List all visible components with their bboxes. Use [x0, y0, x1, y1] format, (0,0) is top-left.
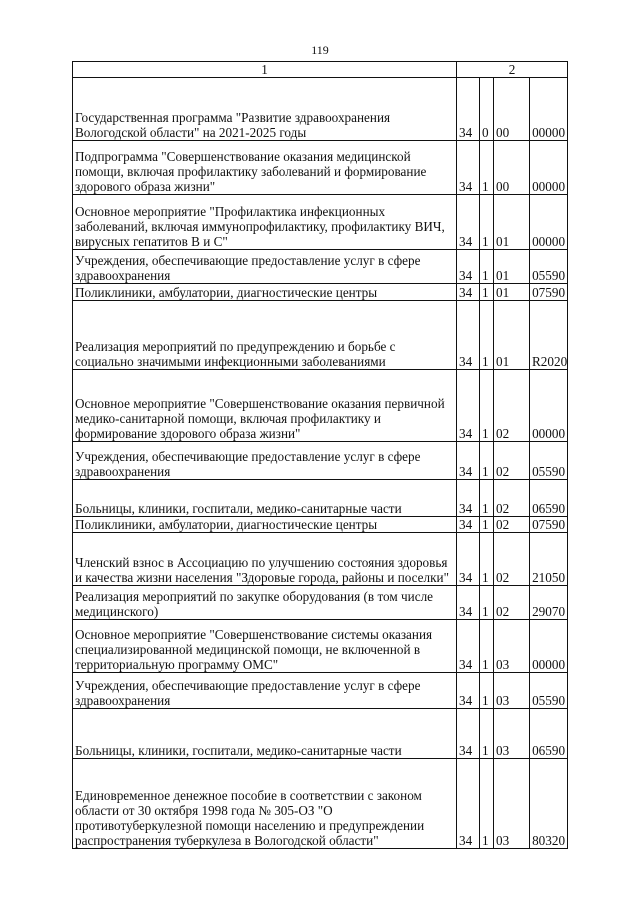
code-program-cell: 34: [457, 620, 480, 673]
row-name-cell: Государственная программа "Развитие здравоохранения Вологодской области" на 2021-2025 годы: [73, 78, 457, 141]
row-name-cell: Больницы, клиники, госпитали, медико-санитарные части: [73, 709, 457, 759]
code-program-cell: 34: [457, 370, 480, 442]
code-activity-cell: 00: [494, 141, 530, 195]
code-program-cell: 34: [457, 141, 480, 195]
code-direction-cell: 00000: [530, 78, 568, 141]
code-subprogram-cell: 1: [480, 195, 494, 250]
code-program-cell: 34: [457, 586, 480, 620]
code-subprogram-cell: 0: [480, 78, 494, 141]
code-subprogram-cell: 1: [480, 301, 494, 370]
header-col-1: 1: [73, 62, 457, 78]
code-subprogram-cell: 1: [480, 709, 494, 759]
code-direction-cell: 05590: [530, 442, 568, 480]
code-program-cell: 34: [457, 759, 480, 849]
table-row: [73, 620, 568, 673]
code-activity-cell: 02: [494, 533, 530, 586]
code-direction-cell: 06590: [530, 480, 568, 517]
row-name-cell: Основное мероприятие "Совершенствование системы оказания специализированной медицинской помощи, не включенной в территориальную программу ОМС": [73, 620, 457, 673]
code-program-cell: 34: [457, 301, 480, 370]
code-subprogram-cell: 1: [480, 517, 494, 533]
code-direction-cell: 05590: [530, 250, 568, 284]
table-row: [73, 533, 568, 586]
code-activity-cell: 02: [494, 370, 530, 442]
row-name-cell: Членский взнос в Ассоциацию по улучшению состояния здоровья и качества жизни населения "Здоровые города, районы и поселки": [73, 533, 457, 586]
table-row: [73, 301, 568, 370]
table-row: [73, 141, 568, 195]
code-direction-cell: 29070: [530, 586, 568, 620]
code-subprogram-cell: 1: [480, 620, 494, 673]
code-activity-cell: 01: [494, 301, 530, 370]
code-activity-cell: 03: [494, 759, 530, 849]
page-number: 119: [311, 43, 329, 57]
code-direction-cell: 00000: [530, 141, 568, 195]
row-name-cell: Реализация мероприятий по закупке оборудования (в том числе медицинского): [73, 586, 457, 620]
row-name-cell: Учреждения, обеспечивающие предоставление услуг в сфере здравоохранения: [73, 442, 457, 480]
code-subprogram-cell: 1: [480, 141, 494, 195]
code-activity-cell: 01: [494, 250, 530, 284]
code-program-cell: 34: [457, 673, 480, 709]
code-program-cell: 34: [457, 442, 480, 480]
code-activity-cell: 02: [494, 586, 530, 620]
table-row: [73, 586, 568, 620]
header-col-2: 2: [457, 62, 568, 78]
table-row: [73, 673, 568, 709]
code-activity-cell: 03: [494, 673, 530, 709]
row-name-cell: Основное мероприятие "Профилактика инфекционных заболеваний, включая иммунопрофилактику, профилактику ВИЧ, вирусных гепатитов В и С": [73, 195, 457, 250]
code-program-cell: 34: [457, 250, 480, 284]
code-activity-cell: 03: [494, 620, 530, 673]
header-row: [73, 62, 568, 78]
code-subprogram-cell: 1: [480, 442, 494, 480]
code-program-cell: 34: [457, 480, 480, 517]
table-row: [73, 442, 568, 480]
code-subprogram-cell: 1: [480, 250, 494, 284]
table-row: [73, 250, 568, 284]
table-row: [73, 517, 568, 533]
code-program-cell: 34: [457, 78, 480, 141]
budget-classification-table: [72, 61, 568, 849]
row-name-cell: Реализация мероприятий по предупреждению и борьбе с социально значимыми инфекционными заболеваниями: [73, 301, 457, 370]
table-row: [73, 284, 568, 301]
code-subprogram-cell: 1: [480, 673, 494, 709]
row-name-cell: Единовременное денежное пособие в соответствии с законом области от 30 октября 1998 года № 305-ОЗ "О противотуберкулезной помощи населению и предупреждении распространения туберкулеза в Вологодской области": [73, 759, 457, 849]
code-activity-cell: 02: [494, 480, 530, 517]
code-subprogram-cell: 1: [480, 586, 494, 620]
code-program-cell: 34: [457, 195, 480, 250]
code-direction-cell: 21050: [530, 533, 568, 586]
row-name-cell: Основное мероприятие "Совершенствование оказания первичной медико-санитарной помощи, включая профилактику и формирование здорового образа жизни": [73, 370, 457, 442]
code-activity-cell: 02: [494, 517, 530, 533]
code-activity-cell: 00: [494, 78, 530, 141]
code-direction-cell: 07590: [530, 517, 568, 533]
code-direction-cell: 05590: [530, 673, 568, 709]
code-activity-cell: 02: [494, 442, 530, 480]
code-subprogram-cell: 1: [480, 370, 494, 442]
code-activity-cell: 01: [494, 195, 530, 250]
code-direction-cell: 80320: [530, 759, 568, 849]
code-subprogram-cell: 1: [480, 533, 494, 586]
row-name-cell: Поликлиники, амбулатории, диагностические центры: [73, 284, 457, 301]
code-subprogram-cell: 1: [480, 759, 494, 849]
code-activity-cell: 01: [494, 284, 530, 301]
code-program-cell: 34: [457, 284, 480, 301]
row-name-cell: Поликлиники, амбулатории, диагностические центры: [73, 517, 457, 533]
row-name-cell: Учреждения, обеспечивающие предоставление услуг в сфере здравоохранения: [73, 673, 457, 709]
code-direction-cell: 00000: [530, 370, 568, 442]
code-direction-cell: R2020: [530, 301, 568, 370]
code-program-cell: 34: [457, 517, 480, 533]
table-row: [73, 370, 568, 442]
code-activity-cell: 03: [494, 709, 530, 759]
code-direction-cell: 00000: [530, 195, 568, 250]
table-row: [73, 78, 568, 141]
table-row: [73, 759, 568, 849]
code-direction-cell: 00000: [530, 620, 568, 673]
row-name-cell: Учреждения, обеспечивающие предоставление услуг в сфере здравоохранения: [73, 250, 457, 284]
table-row: [73, 709, 568, 759]
table-row: [73, 480, 568, 517]
row-name-cell: Подпрограмма "Совершенствование оказания медицинской помощи, включая профилактику заболеваний и формирование здорового образа жизни": [73, 141, 457, 195]
row-name-cell: Больницы, клиники, госпитали, медико-санитарные части: [73, 480, 457, 517]
code-program-cell: 34: [457, 709, 480, 759]
code-direction-cell: 07590: [530, 284, 568, 301]
code-subprogram-cell: 1: [480, 284, 494, 301]
code-subprogram-cell: 1: [480, 480, 494, 517]
table-row: [73, 195, 568, 250]
code-program-cell: 34: [457, 533, 480, 586]
code-direction-cell: 06590: [530, 709, 568, 759]
